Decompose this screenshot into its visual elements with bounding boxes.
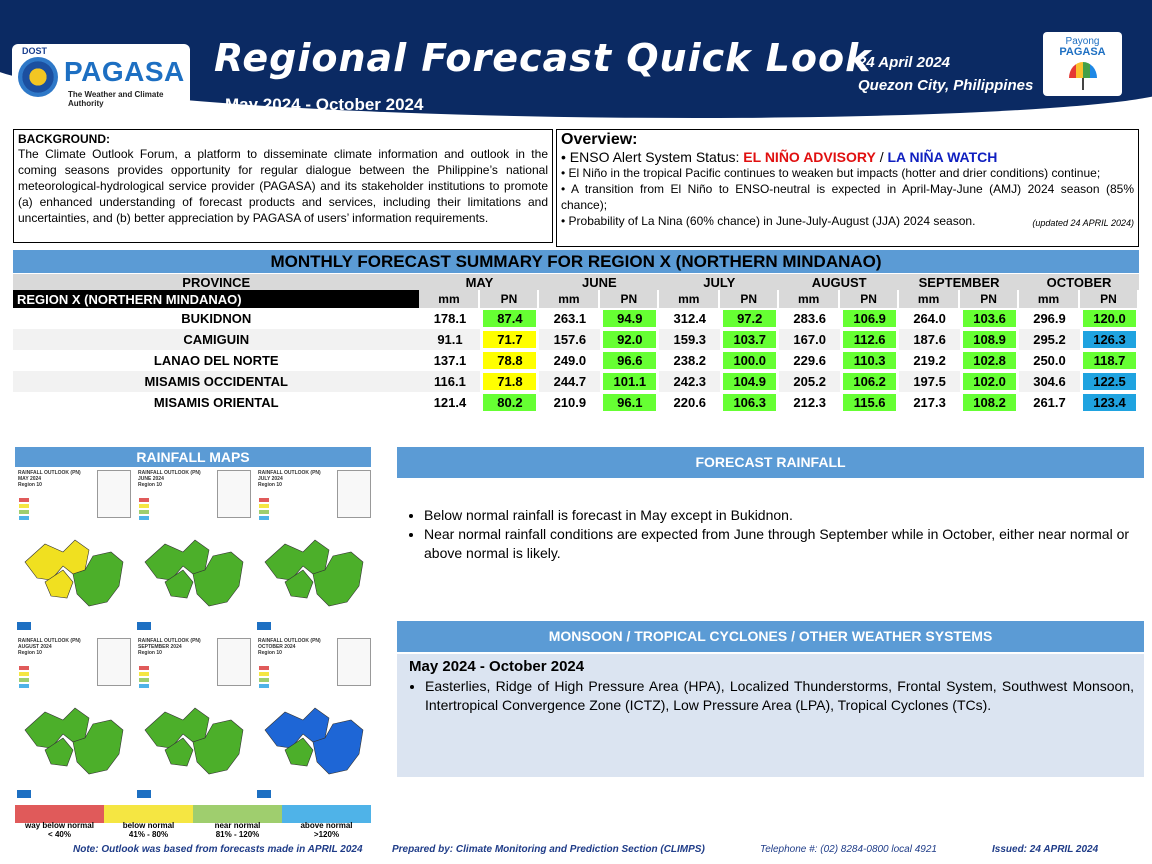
map-caption-line: Region 10 (258, 650, 282, 656)
pagasa-mini-logo (257, 622, 271, 630)
map-legend-swatch (19, 498, 29, 502)
forecast-rainfall-title: FORECAST RAINFALL (397, 447, 1144, 478)
map-caption-line: OCTOBER 2024 (258, 644, 296, 650)
region-map-shape (15, 690, 131, 800)
map-caption (138, 470, 201, 488)
rainfall-map (135, 636, 251, 800)
table-row (13, 308, 1139, 329)
pn-value: 100.0 (723, 352, 776, 369)
pn-cell (1080, 392, 1139, 413)
overview-box (556, 129, 1139, 247)
pn-value: 106.9 (843, 310, 896, 327)
map-caption-line: JULY 2024 (258, 476, 283, 482)
app-logo-line2: PAGASA (1059, 46, 1106, 58)
pn-value: 123.4 (1083, 394, 1136, 411)
rainfall-map (135, 468, 251, 632)
forecast-period: May 2024 - October 2024 (225, 95, 424, 114)
mm-value: 312.4 (673, 311, 707, 326)
pn-value: 120.0 (1083, 310, 1136, 327)
month-header-row (13, 274, 1139, 290)
month-header: JULY (659, 274, 779, 290)
footer (0, 844, 1152, 864)
province-name: CAMIGUIN (13, 329, 419, 350)
pn-cell (960, 350, 1019, 371)
weather-systems-period: May 2024 - October 2024 (409, 658, 585, 675)
mm-value: 261.7 (1033, 395, 1066, 410)
mm-value: 121.4 (433, 395, 467, 410)
pn-cell (600, 350, 659, 371)
enso-advisory: EL NIÑO ADVISORY (743, 149, 876, 165)
mm-header: mm (899, 290, 960, 308)
pn-cell (720, 371, 779, 392)
map-legend-swatch (139, 672, 149, 676)
mm-value: 249.0 (553, 353, 587, 368)
overview-line-4-text: • Probability of La Nina (60% chance) in June-July-August (JJA) 2024 season. (561, 214, 976, 228)
pn-header: PN (480, 290, 539, 308)
month-header: JUNE (539, 274, 659, 290)
mm-value: 242.3 (659, 371, 720, 392)
mm-value: 229.6 (793, 353, 826, 368)
pn-value: 80.2 (483, 394, 536, 411)
map-caption (258, 638, 321, 656)
legend-label (104, 821, 193, 839)
background-title: BACKGROUND: (18, 132, 110, 146)
enso-watch: LA NIÑA WATCH (887, 149, 998, 165)
pn-cell (1080, 371, 1139, 392)
mm-value: 159.3 (659, 329, 720, 350)
pn-value: 103.6 (963, 310, 1016, 327)
pn-cell (840, 350, 899, 371)
enso-prefix: • ENSO Alert System Status: (561, 149, 744, 165)
pn-header: PN (720, 290, 779, 308)
weather-systems-box (397, 654, 1144, 777)
rainfall-map (255, 468, 371, 632)
pagasa-mini-logo (137, 790, 151, 798)
pn-cell (960, 392, 1019, 413)
mm-value: 197.5 (899, 371, 960, 392)
footer-telephone: Telephone #: (02) 8284-0800 local 4921 (760, 844, 937, 855)
issue-date: 24 April 2024 (858, 54, 950, 71)
philippines-inset-map (97, 638, 131, 686)
map-legend-swatch (19, 666, 29, 670)
region-map-shape (15, 522, 131, 632)
pn-cell (480, 308, 539, 329)
mm-value: 263.1 (553, 311, 587, 326)
map-legend-swatch (139, 678, 149, 682)
philippines-inset-map (337, 638, 371, 686)
month-header: MAY (419, 274, 539, 290)
page-title: Regional Forecast Quick Look (214, 36, 872, 80)
pagasa-mini-logo (137, 622, 151, 630)
pn-cell (720, 329, 779, 350)
pn-cell (960, 371, 1019, 392)
pn-value: 92.0 (603, 331, 656, 348)
forecast-rainfall-list (408, 506, 1134, 563)
pn-cell (600, 371, 659, 392)
pn-value: 126.3 (1083, 331, 1136, 348)
mm-value: 210.9 (553, 395, 587, 410)
legend-label (282, 821, 371, 839)
map-legend-swatch (19, 678, 29, 682)
mm-header: mm (779, 290, 840, 308)
table-row (13, 329, 1139, 350)
pn-value: 106.2 (843, 373, 896, 390)
region-map-shape (135, 690, 251, 800)
month-header: OCTOBER (1019, 274, 1139, 290)
pn-value: 103.7 (723, 331, 776, 348)
pn-cell (480, 329, 539, 350)
pn-cell (840, 329, 899, 350)
pn-cell (960, 308, 1019, 329)
mm-value: 304.6 (1019, 371, 1080, 392)
pn-cell (480, 350, 539, 371)
mm-value: 264.0 (913, 311, 946, 326)
region-map-shape (255, 690, 371, 800)
pn-cell (720, 308, 779, 329)
mm-header: mm (1019, 290, 1080, 308)
map-legend-swatch (139, 684, 149, 688)
map-caption-line: RAINFALL OUTLOOK (PN) (18, 470, 81, 476)
map-caption-line: RAINFALL OUTLOOK (PN) (138, 470, 201, 476)
map-legend-swatch (19, 516, 29, 520)
pn-value: 97.2 (723, 310, 776, 327)
pn-cell (720, 350, 779, 371)
region-map-shape (135, 522, 251, 632)
mm-value: 167.0 (779, 329, 840, 350)
table-row (13, 350, 1139, 371)
map-caption-line: Region 10 (258, 482, 282, 488)
pagasa-mini-logo (17, 790, 31, 798)
philippines-inset-map (217, 470, 251, 518)
footer-issued: Issued: 24 APRIL 2024 (992, 844, 1099, 855)
pn-value: 102.0 (963, 373, 1016, 390)
pn-value: 71.8 (483, 373, 536, 390)
map-caption-line: JUNE 2024 (138, 476, 164, 482)
map-legend-swatch (259, 504, 269, 508)
overview-line-3: • A transition from El Niño to ENSO-neutral is expected in April-May-June (AMJ) 2024 season (85% chance); (561, 182, 1134, 212)
map-caption-line: Region 10 (18, 482, 42, 488)
pn-header: PN (600, 290, 659, 308)
pn-value: 104.9 (723, 373, 776, 390)
pn-value: 108.2 (963, 394, 1016, 411)
map-legend-swatch (19, 504, 29, 508)
map-legend-swatch (259, 666, 269, 670)
issue-place: Quezon City, Philippines (858, 77, 1034, 94)
header-banner (0, 0, 1152, 118)
pn-value: 110.3 (843, 352, 896, 369)
month-header: SEPTEMBER (899, 274, 1019, 290)
map-legend-swatch (139, 666, 149, 670)
pn-value: 115.6 (843, 394, 896, 411)
rainfall-map (15, 468, 131, 632)
mm-value: 244.7 (539, 371, 600, 392)
map-legend-swatch (139, 510, 149, 514)
map-legend-swatch (19, 684, 29, 688)
map-legend-swatch (139, 498, 149, 502)
pn-cell (600, 308, 659, 329)
map-legend-swatch (139, 504, 149, 508)
mm-value: 283.6 (793, 311, 826, 326)
legend-category: below normal (122, 821, 175, 830)
map-legend-swatch (259, 510, 269, 514)
background-box (13, 129, 553, 243)
pn-value: 108.9 (963, 331, 1016, 348)
mm-value: 116.1 (419, 371, 480, 392)
pn-value: 118.7 (1083, 352, 1136, 369)
mm-value: 295.2 (1019, 329, 1080, 350)
legend-category: way below normal (25, 821, 94, 830)
pn-cell (1080, 329, 1139, 350)
overview-title: Overview: (561, 131, 638, 148)
map-legend-swatch (19, 510, 29, 514)
map-caption-line: RAINFALL OUTLOOK (PN) (138, 638, 201, 644)
logo-org: DOST (22, 46, 48, 56)
rainfall-maps-grid (15, 468, 371, 800)
map-caption (258, 470, 321, 488)
pn-value: 106.3 (723, 394, 776, 411)
mm-value: 220.6 (673, 395, 707, 410)
overview-updated: (updated 24 APRIL 2024) (1032, 218, 1134, 228)
pn-cell (600, 392, 659, 413)
forecast-table-body (13, 308, 1139, 413)
list-item: • Near normal rainfall conditions are expected from June through September while in October, either near normal or above normal is likely. (424, 525, 1134, 563)
pn-value: 96.6 (603, 352, 656, 369)
footer-prepared: Prepared by: Climate Monitoring and Prediction Section (CLIMPS) (392, 844, 705, 855)
mm-value: 217.3 (913, 395, 946, 410)
footer-note: Note: Outlook was based from forecasts made in APRIL 2024 (73, 844, 363, 855)
legend-category: above normal (300, 821, 353, 830)
pn-value: 112.6 (843, 331, 896, 348)
enso-separator: / (875, 149, 888, 165)
pn-cell (480, 392, 539, 413)
pn-cell (960, 329, 1019, 350)
pn-value: 94.9 (603, 310, 656, 327)
mm-value: 137.1 (433, 353, 467, 368)
weather-systems-title: MONSOON / TROPICAL CYCLONES / OTHER WEATHER SYSTEMS (397, 621, 1144, 652)
map-caption (18, 470, 81, 488)
forecast-table (13, 274, 1139, 413)
legend-range: 81% - 120% (215, 830, 260, 839)
seal-icon (18, 57, 58, 97)
mm-value: 238.2 (673, 353, 707, 368)
pn-value: 71.7 (483, 331, 536, 348)
pn-header: PN (960, 290, 1019, 308)
pn-cell (1080, 308, 1139, 329)
map-legend-swatch (259, 672, 269, 676)
map-caption-line: Region 10 (138, 482, 162, 488)
province-name: MISAMIS ORIENTAL (153, 395, 279, 410)
mm-header: mm (539, 290, 600, 308)
list-item: • Easterlies, Ridge of High Pressure Area (HPA), Localized Thunderstorms, Frontal System, Southwest Monsoon, Intertropical Convergence Zone (ICTZ), Low Pressure Area (LPA), Tropical Cyclones (TCs). (425, 677, 1134, 715)
philippines-inset-map (97, 470, 131, 518)
mm-value: 212.3 (793, 395, 826, 410)
philippines-inset-map (217, 638, 251, 686)
pn-cell (840, 308, 899, 329)
pn-cell (600, 329, 659, 350)
mm-value: 296.9 (1033, 311, 1066, 326)
province-name: BUKIDNON (181, 311, 252, 326)
legend-label (193, 821, 282, 839)
province-name: LANAO DEL NORTE (153, 353, 279, 368)
mm-value: 205.2 (779, 371, 840, 392)
pn-cell (720, 392, 779, 413)
map-caption-line: RAINFALL OUTLOOK (PN) (18, 638, 81, 644)
map-legend-swatch (259, 684, 269, 688)
pagasa-mini-logo (17, 622, 31, 630)
umbrella-icon (1069, 62, 1097, 78)
map-legend-swatch (259, 516, 269, 520)
pn-cell (840, 371, 899, 392)
pn-value: 122.5 (1083, 373, 1136, 390)
pn-value: 101.1 (603, 373, 656, 390)
background-text: The Climate Outlook Forum, a platform to disseminate climate information and outlook in the coming seasons provides opportunity for regular dialogue between the Philippine’s national meteorological-hydrological service provider (PAGASA) and its stakeholder institutions to promote (a) enhanced understanding of forecast products and services, including their limitations and uncertainties, and (b) better appreciation by PAGASA of users’ information requirements. (18, 147, 548, 225)
legend-range: < 40% (48, 830, 71, 839)
mm-value: 187.6 (899, 329, 960, 350)
map-caption-line: RAINFALL OUTLOOK (PN) (258, 638, 321, 644)
pn-header: PN (1080, 290, 1139, 308)
pn-cell (480, 371, 539, 392)
app-logo-line1: Payong (1065, 36, 1100, 47)
rainfall-maps-title: RAINFALL MAPS (15, 447, 371, 467)
mm-value: 157.6 (539, 329, 600, 350)
payong-pagasa-logo (1043, 32, 1122, 96)
legend-range: 41% - 80% (128, 830, 169, 839)
philippines-inset-map (337, 470, 371, 518)
overview-line-2: • El Niño in the tropical Pacific continues to weaken but impacts (hotter and drier conditions) continue; (561, 166, 1101, 180)
umbrella-handle (1082, 78, 1084, 90)
legend-label (15, 821, 104, 839)
province-header: PROVINCE (13, 274, 419, 290)
pn-value: 96.1 (603, 394, 656, 411)
map-caption (138, 638, 201, 656)
legend-category: near normal (214, 821, 261, 830)
logo-word: PAGASA (64, 56, 185, 87)
region-label: REGION X (NORTHERN MINDANAO) (13, 290, 419, 308)
rainfall-map (15, 636, 131, 800)
list-item: • Below normal rainfall is forecast in May except in Bukidnon. (424, 506, 1134, 525)
map-caption-line: AUGUST 2024 (18, 644, 52, 650)
pn-value: 102.8 (963, 352, 1016, 369)
map-legend-swatch (139, 516, 149, 520)
sub-header-row (13, 290, 1139, 308)
map-legend-swatch (19, 672, 29, 676)
map-caption-line: Region 10 (18, 650, 42, 656)
region-map-shape (255, 522, 371, 632)
mm-value: 91.1 (419, 329, 480, 350)
pagasa-logo (12, 44, 190, 106)
enso-status-line (561, 149, 1134, 165)
month-header: AUGUST (779, 274, 899, 290)
mm-value: 178.1 (433, 311, 467, 326)
mm-header: mm (419, 290, 480, 308)
mm-value: 250.0 (1033, 353, 1066, 368)
logo-tagline: The Weather and Climate Authority (68, 90, 164, 108)
pn-value: 87.4 (483, 310, 536, 327)
map-caption (18, 638, 81, 656)
map-caption-line: Region 10 (138, 650, 162, 656)
legend-range: >120% (313, 830, 340, 839)
map-caption-line: RAINFALL OUTLOOK (PN) (258, 470, 321, 476)
table-row (13, 392, 1139, 413)
map-legend-swatch (259, 498, 269, 502)
pagasa-mini-logo (257, 790, 271, 798)
mm-value: 219.2 (913, 353, 946, 368)
pn-cell (1080, 350, 1139, 371)
map-legend-swatch (259, 678, 269, 682)
rainfall-map (255, 636, 371, 800)
province-name: MISAMIS OCCIDENTAL (13, 371, 419, 392)
map-caption-line: MAY 2024 (18, 476, 42, 482)
table-title: MONTHLY FORECAST SUMMARY FOR REGION X (NORTHERN MINDANAO) (13, 250, 1139, 273)
overview-line-4 (561, 213, 1134, 229)
map-caption-line: SEPTEMBER 2024 (138, 644, 182, 650)
pn-value: 78.8 (483, 352, 536, 369)
pn-cell (840, 392, 899, 413)
pn-header: PN (840, 290, 899, 308)
table-row (13, 371, 1139, 392)
mm-header: mm (659, 290, 720, 308)
